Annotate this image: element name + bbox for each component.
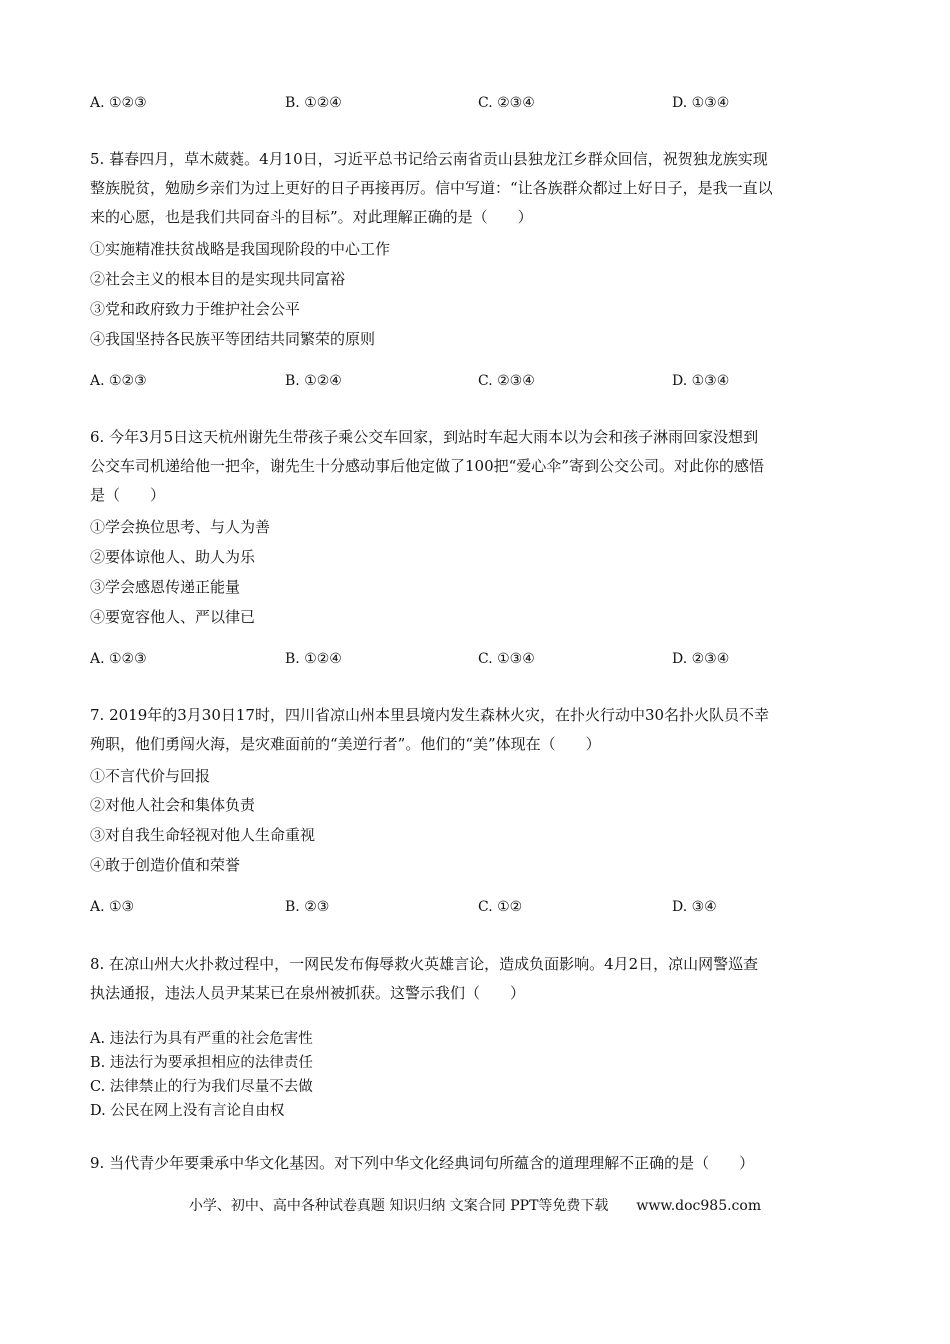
q8-option-d: D. 公民在网上没有言论自由权 [90,1103,285,1119]
q8-option-c: C. 法律禁止的行为我们尽量不去做 [90,1079,313,1095]
q7-item-2: ②对他人社会和集体负责 [90,796,256,814]
q8-stem-line-2: 执法通报，违法人员尹某某已在泉州被抓获。这警示我们（ ） [90,984,526,1002]
q8-stem-line-1: 8. 在凉山州大火扑救过程中，一网民发布侮辱救火英雄言论，造成负面影响。4月2日，凉山网警巡查 [90,955,759,973]
q5-item-3: ③党和政府致力于维护社会公平 [90,300,301,318]
q5-stem-line-3: 来的心愿，也是我们共同奋斗的目标”。对此理解正确的是（ ） [90,208,533,226]
q7-stem-line-2: 殉职，他们勇闯火海，是灾难面前的“美逆行者”。他们的“美”体现在（ ） [90,735,601,753]
q8-option-a: A. 违法行为具有严重的社会危害性 [90,1031,313,1047]
q6-stem-line-1: 6. 今年3月5日这天杭州谢先生带孩子乘公交车回家，到站时车起大雨本以为会和孩子淋雨回家没想到 [90,428,759,446]
q6-option-d: D. ②③④ [672,651,730,667]
q7-option-b: B. ②③ [285,899,330,915]
q5-option-d: D. ①③④ [672,373,730,389]
q7-options [90,899,870,919]
q7-item-4: ④敢于创造价值和荣誉 [90,856,241,874]
q8-option-b: B. 违法行为要承担相应的法律责任 [90,1055,313,1071]
q6-stem-line-2: 公交车司机递给他一把伞，谢先生十分感动事后他定做了100把“爱心伞”寄到公交公司。对此你的感悟 [90,457,764,475]
q7-stem-line-1: 7. 2019年的3月30日17时，四川省凉山州本里县境内发生森林火灾，在扑火行动中30名扑火队员不幸 [90,706,770,724]
q5-stem-line-1: 5. 暮春四月，草木葳蕤。4月10日，习近平总书记给云南省贡山县独龙江乡群众回信，祝贺独龙族实现 [90,150,768,168]
q5-item-1: ①实施精准扶贫战略是我国现阶段的中心工作 [90,240,391,258]
q7-option-d: D. ③④ [672,899,717,915]
q4-options [90,95,870,115]
q6-stem-line-3: 是（ ） [90,486,166,504]
q5-option-b: B. ①②④ [285,373,342,389]
q6-option-a: A. ①②③ [90,651,147,667]
q4-option-c: C. ②③④ [478,95,535,111]
q7-option-c: C. ①② [478,899,523,915]
q5-item-2: ②社会主义的根本目的是实现共同富裕 [90,270,346,288]
q4-option-a: A. ①②③ [90,95,147,111]
q7-item-3: ③对自我生命轻视对他人生命重视 [90,826,316,844]
q5-item-4: ④我国坚持各民族平等团结共同繁荣的原则 [90,330,376,348]
q5-option-a: A. ①②③ [90,373,147,389]
q5-options [90,373,870,393]
q9-stem-line-1: 9. 当代青少年要秉承中华文化基因。对下列中华文化经典词句所蕴含的道理理解不正确的是（ ） [90,1154,755,1172]
q5-stem-line-2: 整族脱贫，勉励乡亲们为过上更好的日子再接再厉。信中写道：“让各族群众都过上好日子，是我一直以 [90,179,773,197]
q6-options [90,651,870,671]
q4-option-b: B. ①②④ [285,95,342,111]
q5-option-c: C. ②③④ [478,373,535,389]
q4-option-d: D. ①③④ [672,95,730,111]
q6-option-c: C. ①③④ [478,651,535,667]
page-footer: 小学、初中、高中各种试卷真题 知识归纳 文案合同 PPT等免费下载 www.doc985.com [188,1198,762,1214]
q6-item-4: ④要宽容他人、严以律已 [90,608,256,626]
q6-item-1: ①学会换位思考、与人为善 [90,518,271,536]
q6-item-2: ②要体谅他人、助人为乐 [90,548,256,566]
q7-option-a: A. ①③ [90,899,135,915]
q7-item-1: ①不言代价与回报 [90,767,211,785]
q6-item-3: ③学会感恩传递正能量 [90,578,241,596]
q6-option-b: B. ①②④ [285,651,342,667]
